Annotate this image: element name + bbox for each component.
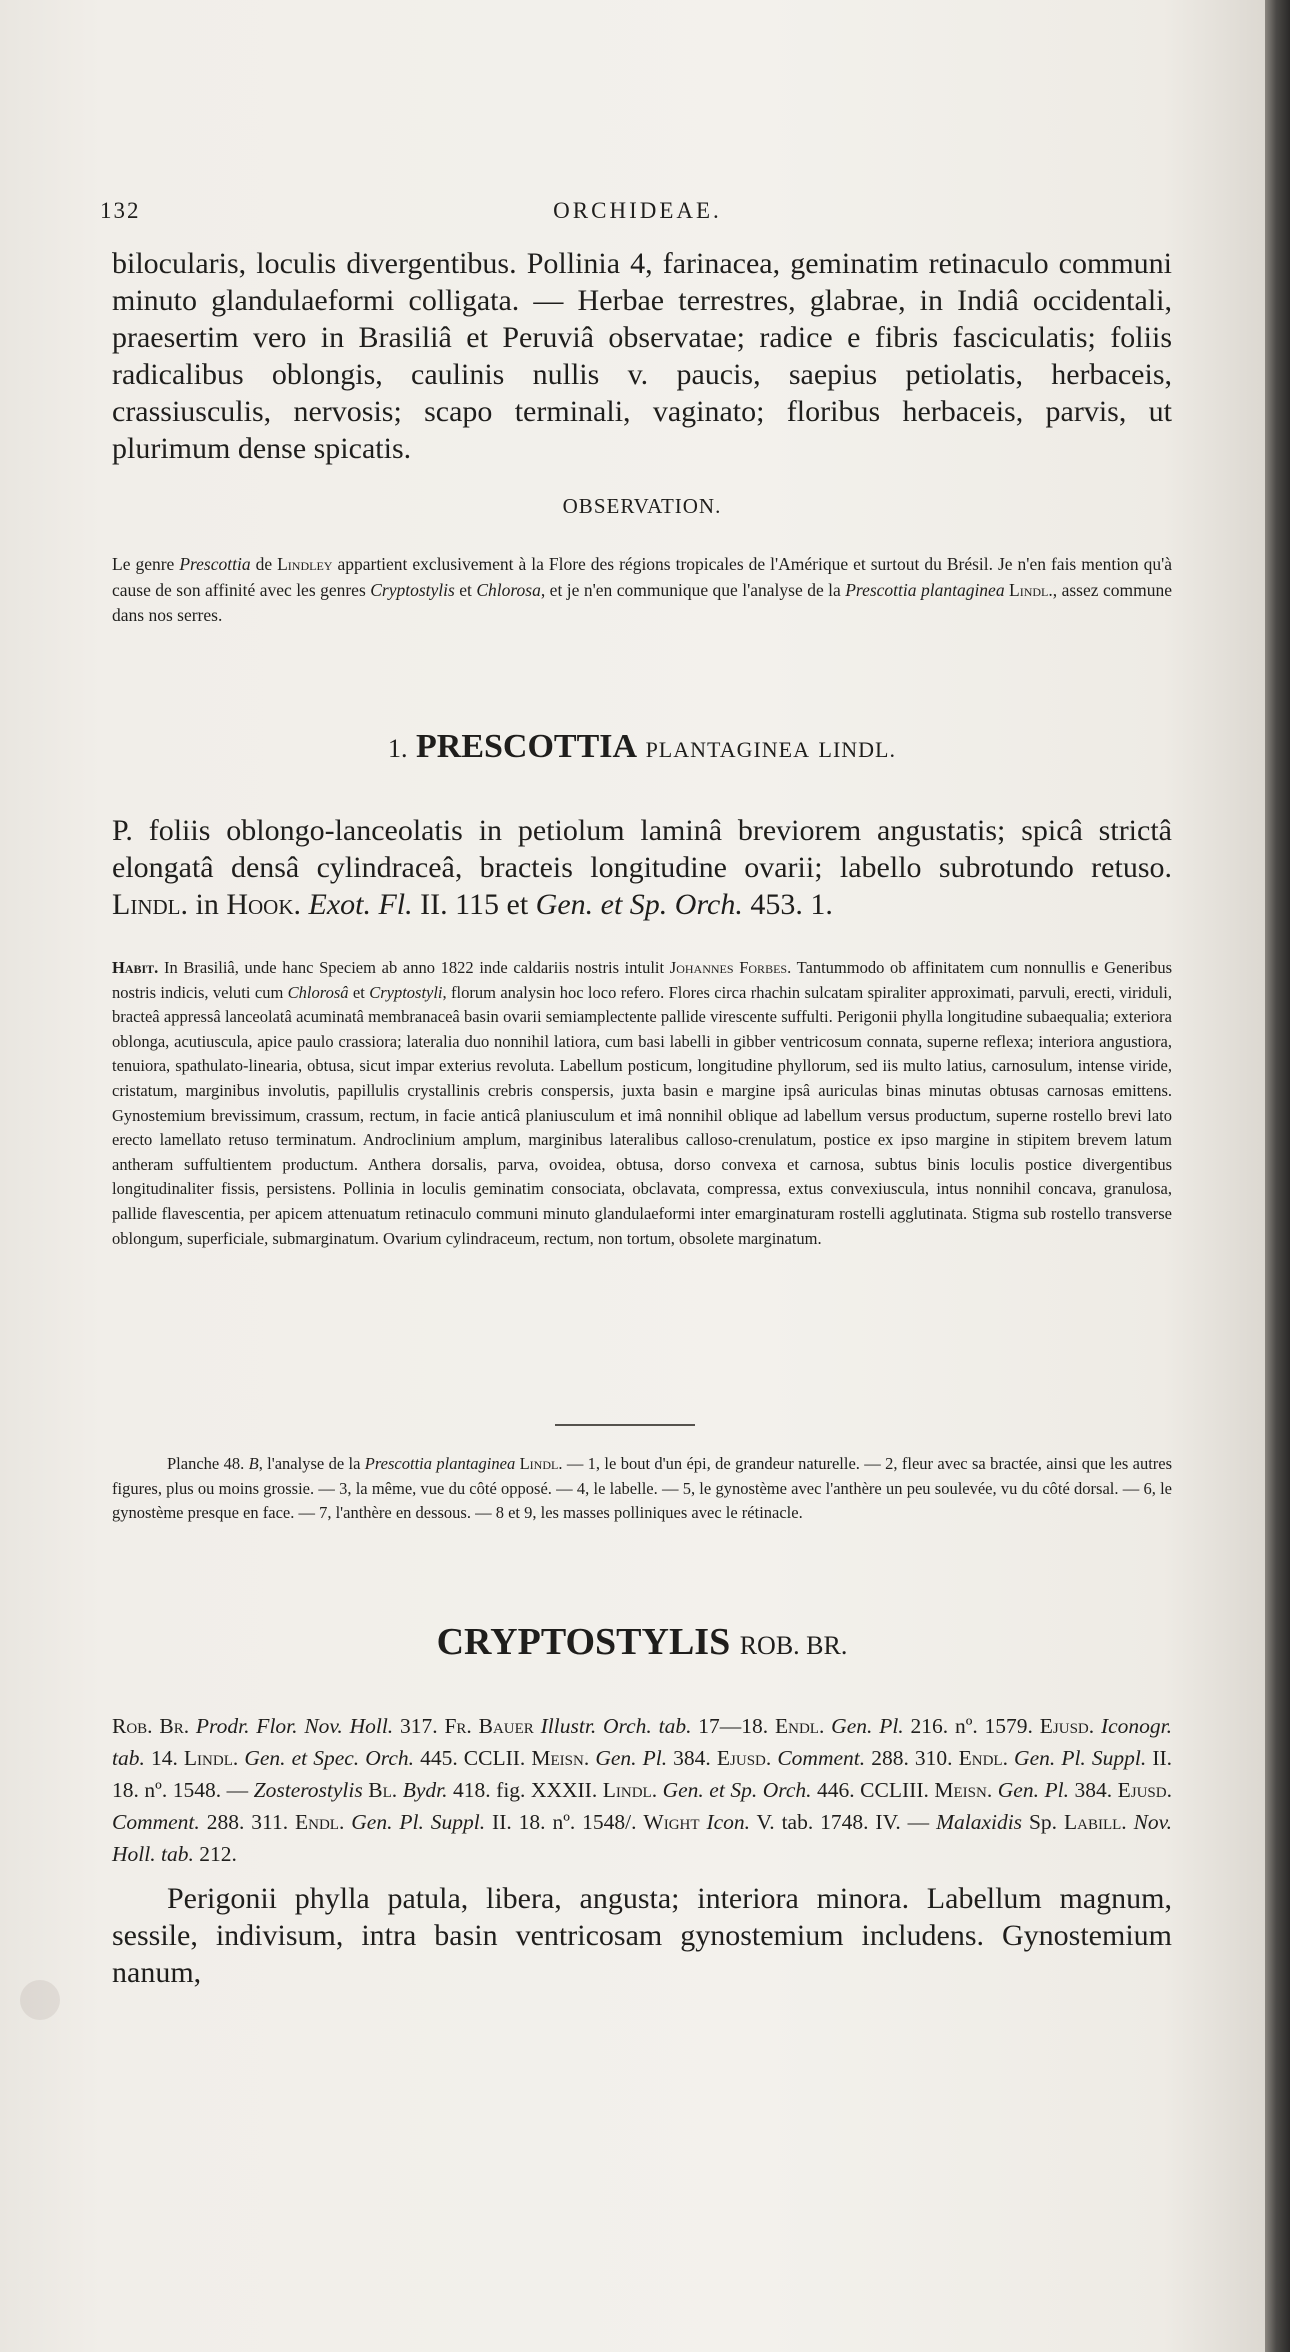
ref-locator: 384. <box>1068 1778 1118 1802</box>
ref-locator: 216. nº. 1579. <box>903 1714 1040 1738</box>
ref-locator: V. tab. 1748. IV. — <box>750 1810 937 1834</box>
ref-author: Rob. Br. <box>112 1714 196 1738</box>
habitat-paragraph: Habit. In Brasiliâ, unde hanc Speciem ab anno 1822 inde caldariis nostris intulit Johannes Forbes. Tantummodo ob affinitatem cum nonnullis e Generibus nostris indicis, veluti cum Chlorosâ et Cryptostyli, florum analysin hoc loco refero. Flores circa rhachin sulcatam spiraliter approximati, parvuli, erecti, viriduli, bracteâ appressâ lanceolatâ acuminatâ membranaceâ basin ovarii semiamplectente pallide virescente suffulti. Perigonii phylla longitudine subaequalia; exteriora oblonga, acutiuscula, apice paulo crassiora; lateralia duo nonnihil latiora, cum basi labelli in gibber ventricosum connata, superne reflexa; interiora angustiora, tenuiora, spathulato-linearia, obtusa, sicut impar exterius revoluta. Labellum posticum, longitudine phyllorum, sed iis multo latius, carnosulum, intense viride, cristatum, marginibus involutis, papillulis crystallinis crebris conspersis, juxta basin e margine ipsâ auriculas binas minutas obtusas carnosas emittens. Gynostemium brevissimum, crassum, rectum, in facie anticâ planiusculum et imâ nonnihil oblique ad labellum versus productum, superne rostello brevi lato erecto lamellato retuso terminatum. Androclinium amplum, marginibus lateralibus calloso-crenulatum, postice ex ipso margine in stipitem brevem latum antheram suffultientem productum. Anthera dorsalis, parva, ovoidea, obtusa, dorso convexa et carnosa, subtus binis loculis postice divergentibus longitudinaliter fissis, persistens. Pollinia in loculis geminatim consociata, obclavata, compressa, extus convexiuscula, intus nonnihil concava, granulosa, pallide flavescentia, per apicem attenuatum retinaculo communi minuto glandulaeformi inter emarginaturam rostelli agglutinata. Stigma sub rostello transverse oblongum, superficiale, submarginatum. Ovarium cylindraceum, rectum, non tortum, obsolete marginatum. <box>112 958 1172 1248</box>
genus-author: ROB. BR. <box>739 1631 848 1660</box>
ref-work: Gen. et Spec. Orch. <box>244 1746 415 1770</box>
ref-work: Gen. Pl. <box>831 1714 904 1738</box>
ref-work: Gen. Pl. <box>997 1778 1069 1802</box>
ref-author: Labill. <box>1063 1810 1134 1834</box>
ref-author: Ejusd. <box>716 1746 778 1770</box>
ref-locator: 384. <box>667 1746 717 1770</box>
ref-author: Endl. <box>958 1746 1015 1770</box>
ref-author: Bl. <box>368 1778 403 1802</box>
paper-stain <box>20 1980 60 2020</box>
ref-locator: II. 18. nº. 1548. — <box>112 1746 1173 1802</box>
genus-name: Prescottia <box>179 554 251 574</box>
running-title: ORCHIDEAE. <box>553 198 722 223</box>
ref-locator: 212. <box>193 1842 237 1866</box>
ref-work: Prodr. Flor. Nov. Holl. <box>195 1714 394 1738</box>
ref-author: Ejusd. <box>1039 1714 1101 1738</box>
genus-name: Cryptostylis <box>370 579 455 600</box>
species-epithet: PLANTAGINEA <box>645 737 811 762</box>
ref-work: Gen. Pl. Suppl. <box>351 1810 486 1834</box>
page-header <box>100 192 1175 232</box>
ref-work: Illustr. Orch. tab. <box>540 1714 692 1738</box>
ref-locator: 14. <box>144 1746 184 1770</box>
species-author: LINDL. <box>818 737 896 762</box>
observation-heading: OBSERVATION. <box>562 494 722 518</box>
species-number: 1. <box>388 734 408 763</box>
ref-locator: II. 18. nº. 1548/. <box>485 1810 644 1834</box>
ref-author: Fr. Bauer <box>444 1714 541 1738</box>
species-name: Prescottia plantaginea <box>845 579 1005 600</box>
collector-name: Johannes Forbes <box>669 958 788 977</box>
ref-work: Malaxidis <box>936 1810 1023 1834</box>
species-heading <box>112 728 1172 766</box>
species-genus: PRESCOTTIA <box>416 728 638 765</box>
author-name: Lindl. <box>1009 579 1053 600</box>
ref-locator: 446. CCLIII. <box>811 1778 935 1802</box>
ref-work: Gen. Pl. Suppl. <box>1014 1746 1147 1770</box>
genus-title: CRYPTOSTYLIS <box>436 1621 731 1663</box>
author-name: Lindley <box>277 554 333 574</box>
ref-locator: 288. 311. <box>199 1810 295 1834</box>
genus-description-2: Perigonii phylla patula, libera, angusta; interiora minora. Labellum magnum, sessile, indivisum, intra basin ventricosam gynostemium includens. Gynostemium nanum, <box>112 1882 1172 1989</box>
ref-locator: 418. fig. XXXII. <box>447 1778 603 1802</box>
ref-work: Iconogr. tab. <box>112 1714 1173 1770</box>
ref-author: Meisn. <box>531 1746 596 1770</box>
ref-work: Gen. et Sp. Orch. <box>662 1778 812 1802</box>
section-divider <box>555 1424 695 1426</box>
page-number: 132 <box>100 198 141 223</box>
habitat-label: Habit. <box>112 958 159 977</box>
ref-work: Zosterostylis <box>253 1778 363 1802</box>
ref-work: Comment. <box>112 1810 200 1834</box>
plate-caption: Planche 48. B, l'analyse de la Prescottia plantaginea Lindl. — 1, le bout d'un épi, de grandeur naturelle. — 2, fleur avec sa bractée, ainsi que les autres figures, plus ou moins grossie. — 3, la même, vue du côté opposé. — 4, le labelle. — 5, le gynostème avec l'anthère un peu soulevée, vu du côté dorsal. — 6, le gynostème presque en face. — 7, l'anthère en dessous. — 8 et 9, les masses polliniques avec le rétinacle. <box>112 1454 1173 1523</box>
ref-author: Lindl. <box>183 1746 245 1770</box>
ref-locator: 288. 310. <box>865 1746 959 1770</box>
ref-locator: 17—18. <box>691 1714 775 1738</box>
ref-work: Bydr. <box>402 1778 448 1802</box>
species-diagnosis: P. foliis oblongo-lanceolatis in petiolum laminâ breviorem angustatis; spicâ strictâ elongatâ densâ cylindraceâ, bracteis longitudine ovarii; labello subrotundo retuso. Lindl. in Hook. Exot. Fl. II. 115 et Gen. et Sp. Orch. 453. 1. <box>112 814 1172 921</box>
genus-references <box>112 1710 1172 1870</box>
ref-work: Nov. Holl. tab. <box>112 1810 1172 1866</box>
ref-author: Endl. <box>775 1714 832 1738</box>
genus-heading <box>112 1620 1172 1664</box>
observation-text: Le genre Prescottia de Lindley appartient exclusivement à la Flore des régions tropicales de l'Amérique et surtout du Brésil. Je n'en fais mention qu'à cause de son affinité avec les genres Cryptostylis et Chlorosa, et je n'en communique que l'analyse de la Prescottia plantaginea Lindl., assez commune dans nos serres. <box>112 554 1172 625</box>
ref-author: Lindl. <box>602 1778 663 1802</box>
ref-author: Ejusd. <box>1117 1778 1172 1802</box>
ref-work: Comment. <box>777 1746 866 1770</box>
ref-locator: Sp. <box>1022 1810 1064 1834</box>
book-spine <box>1265 0 1290 2352</box>
ref-work: Icon. <box>706 1810 751 1834</box>
ref-author: Meisn. <box>934 1778 998 1802</box>
ref-locator: 445. CCLII. <box>414 1746 532 1770</box>
genus-description: bilocularis, loculis divergentibus. Pollinia 4, farinacea, geminatim retinaculo communi minuto glandulaeformi colligata. — Herbae terrestres, glabrae, in Indiâ occidentali, praesertim vero in Brasiliâ et Peruviâ observatae; radice e fibris fasciculatis; foliis radicalibus oblongis, caulinis nullis v. paucis, saepius petiolatis, herbaceis, crassiusculis, nervosis; scapo terminali, vaginato; floribus herbaceis, parvis, ut plurimum dense spicatis. <box>112 247 1172 465</box>
ref-work: Gen. Pl. <box>595 1746 668 1770</box>
ref-author: Wight <box>643 1810 707 1834</box>
ref-locator: 317. <box>393 1714 445 1738</box>
ref-author: Endl. <box>295 1810 352 1834</box>
genus-name: Chlorosa <box>476 579 541 600</box>
